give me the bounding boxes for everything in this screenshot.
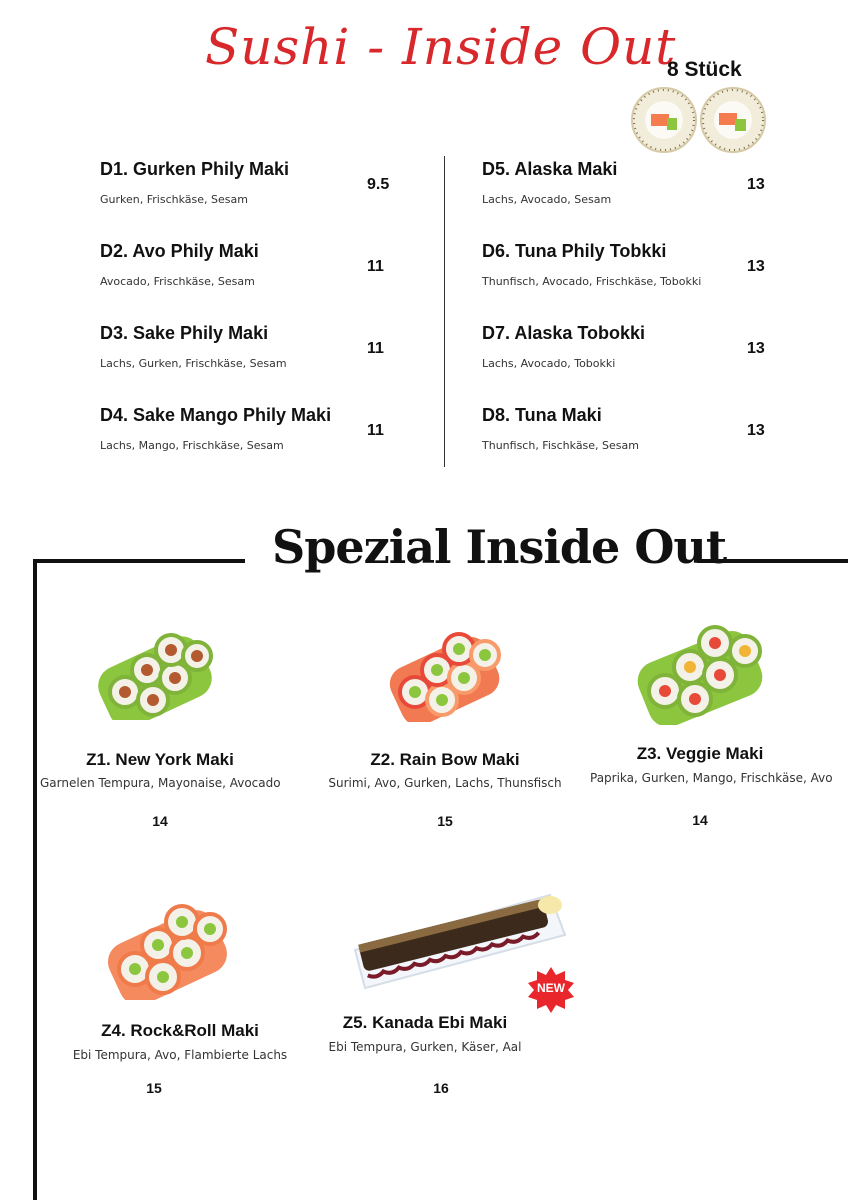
special-item-description: Ebi Tempura, Gurken, Käser, Aal <box>328 1040 522 1054</box>
special-item-name: Z3. Veggie Maki <box>636 744 764 763</box>
new-york-maki-image <box>95 620 220 720</box>
special-item-name: Z5. Kanada Ebi Maki <box>342 1013 508 1032</box>
item-price: 11 <box>367 258 384 275</box>
rainbow-maki-image <box>387 622 507 722</box>
special-item <box>325 610 565 830</box>
frame-line-vertical <box>33 559 37 1200</box>
special-item-price: 15 <box>146 1080 162 1096</box>
item-price: 9.5 <box>367 176 390 193</box>
menu-item <box>100 239 400 309</box>
piece-count: 8 Stück <box>667 58 742 81</box>
menu-item <box>482 157 782 227</box>
special-item <box>330 875 550 1100</box>
menu-item <box>100 321 400 391</box>
special-item <box>40 610 280 830</box>
item-description: Lachs, Avocado, Sesam <box>482 193 612 206</box>
item-name: D8. Tuna Maki <box>482 405 602 425</box>
menu-item <box>482 321 782 391</box>
item-name: D6. Tuna Phily Tobkki <box>482 241 667 261</box>
item-description: Thunfisch, Fischkäse, Sesam <box>482 439 639 452</box>
item-description: Gurken, Frischkäse, Sesam <box>100 193 248 206</box>
special-item-price: 14 <box>692 812 708 828</box>
special-item-name: Z2. Rain Bow Maki <box>370 750 520 769</box>
section-title: Spezial Inside Out <box>272 520 727 574</box>
special-item-price: 14 <box>152 813 168 829</box>
item-description: Lachs, Gurken, Frischkäse, Sesam <box>100 357 287 370</box>
item-price: 11 <box>367 340 384 357</box>
new-badge-label: NEW <box>537 981 565 995</box>
special-item-description: Garnelen Tempura, Mayonaise, Avocado <box>40 776 281 790</box>
item-price: 13 <box>747 258 765 275</box>
special-item-price: 16 <box>433 1080 449 1096</box>
menu-title: Sushi - Inside Out <box>205 18 677 76</box>
item-description: Lachs, Avocado, Tobokki <box>482 357 616 370</box>
item-description: Lachs, Mango, Frischkäse, Sesam <box>100 439 284 452</box>
frame-line-left <box>33 559 245 563</box>
item-name: D5. Alaska Maki <box>482 159 618 179</box>
item-price: 11 <box>367 422 384 439</box>
menu-item <box>482 239 782 309</box>
item-price: 13 <box>747 176 765 193</box>
item-description: Avocado, Frischkäse, Sesam <box>100 275 255 288</box>
item-name: D3. Sake Phily Maki <box>100 323 269 343</box>
special-item-description: Surimi, Avo, Gurken, Lachs, Thunsfisch <box>328 776 562 790</box>
item-price: 13 <box>747 340 765 357</box>
item-description: Thunfisch, Avocado, Frischkäse, Tobokki <box>482 275 702 288</box>
menu-item <box>100 157 400 227</box>
special-item-name: Z4. Rock&Roll Maki <box>101 1021 259 1040</box>
special-item <box>60 890 300 1105</box>
menu-item <box>100 403 400 473</box>
item-name: D1. Gurken Phily Maki <box>100 159 290 179</box>
special-item-name: Z1. New York Maki <box>86 750 234 769</box>
veggie-maki-image <box>635 615 770 725</box>
item-name: D4. Sake Mango Phily Maki <box>100 405 332 425</box>
inside-out-rolls-image <box>630 84 770 156</box>
column-divider <box>444 156 445 467</box>
item-price: 13 <box>747 422 765 439</box>
new-badge <box>527 966 575 1014</box>
special-item-description: Paprika, Gurken, Mango, Frischkäse, Avo <box>590 771 833 785</box>
item-name: D7. Alaska Tobokki <box>482 323 646 343</box>
special-item-description: Ebi Tempura, Avo, Flambierte Lachs <box>72 1048 288 1062</box>
item-name: D2. Avo Phily Maki <box>100 241 259 261</box>
special-item <box>590 610 833 830</box>
special-item-price: 15 <box>437 813 453 829</box>
rock-and-roll-maki-image <box>105 895 235 1000</box>
menu-item <box>482 403 782 473</box>
